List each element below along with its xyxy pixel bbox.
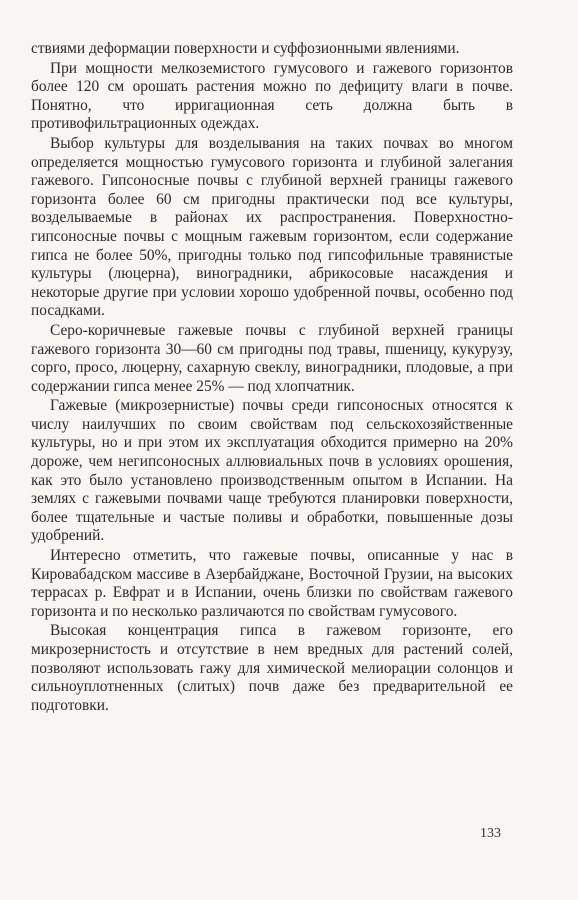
paragraph-6: Интересно отметить, что гажевые почвы, описанные у нас в Кировабадском массиве в Азербайджане, Восточной Грузии, на высоких террасах р. Евфрат и в Испании, очень близки по свойствам гажевого горизонта и по несколько различаются по свойствам гумусового. [31, 547, 513, 620]
page-text [31, 40, 513, 715]
paragraph-1: ствиями деформации поверхности и суффозионными явлениями. [31, 40, 460, 57]
paragraph-4: Серо-коричневые гажевые почвы с глубиной верхней границы гажевого горизонта 30—60 см пригодны под травы, пшеницу, кукурузу, сорго, просо, люцерну, сахарную свеклу, виноградники, плодовые, а при содержании гипса менее 25% — под хлопчатник. [31, 321, 513, 395]
page-number: 133 [480, 826, 501, 841]
paragraph-5: Гажевые (микрозернистые) почвы среди гипсоносных относятся к числу наилучших по своим свойствам под сельскохозяйственные культуры, но и при этом их эксплуатация обходится примерно на 20% дороже, чем негипсоносных аллювиальных почв в условиях орошения, как это было установлено производственным опытом в Испании. На землях с гажевыми почвами чаще требуются планировки поверхности, более тщательные и частые поливы и обработки, повышенные дозы удобрений. [31, 397, 513, 545]
paragraph-3: Выбор культуры для возделывания на таких почвах во многом определяется мощностью гумусового горизонта и глубиной залегания гажевого. Гипсоносные почвы с глубиной верхней границы гажевого горизонта более 60 см пригодны практически под все культуры, возделываемые в районах их распространения. Поверхностно-гипсоносные почвы с мощным гажевым горизонтом, если содержание гипса не более 50%, пригодны только под гипсофильные травянистые культуры (люцерна), виноградники, абрикосовые насаждения и некоторые другие при условии хорошо удобренной почвы, особенно под посадками. [31, 134, 513, 320]
paragraph-7: Высокая концентрация гипса в гажевом горизонте, его микрозернистость и отсутствие в нем вредных для растений солей, позволяют использовать гажу для химической мелиорации солонцов и сильноуплотненных (слитых) почв даже без предварительной ее подготовки. [31, 622, 513, 714]
paragraph-2: При мощности мелкоземистого гумусового и гажевого горизонтов более 120 см орошать растения можно по дефициту влаги в почве. Понятно, что ирригационная сеть должна быть в противофильтрационных одеждах. [31, 59, 513, 133]
